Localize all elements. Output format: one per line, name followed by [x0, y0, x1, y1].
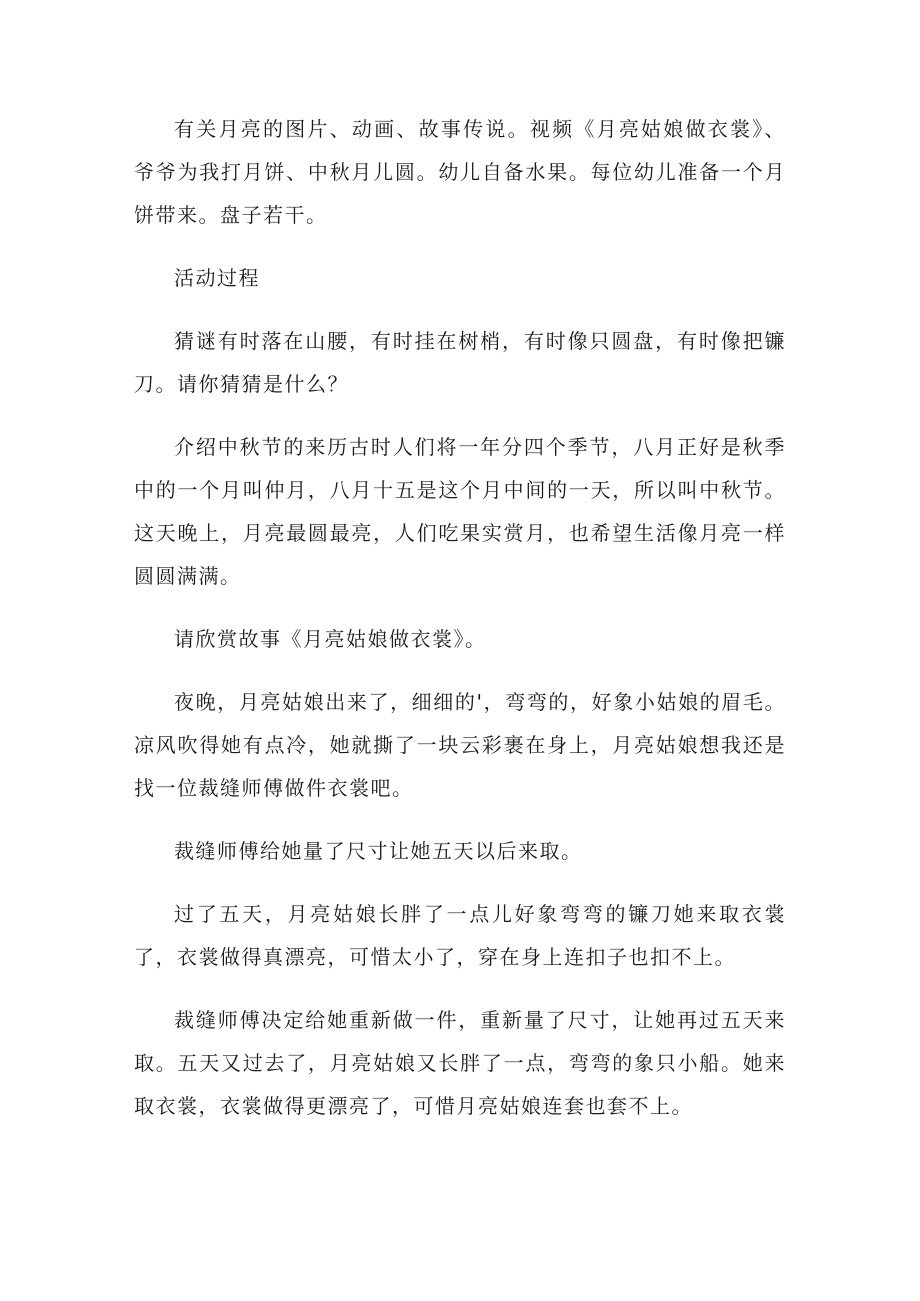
paragraph-story-remake: 裁缝师傅决定给她重新做一件，重新量了尺寸，让她再过五天来取。五天又过去了，月亮姑娘又长胖了一点，弯弯的象只小船。她来取衣裳，衣裳做得更漂亮了，可惜月亮姑娘连套也套不上。: [134, 1008, 786, 1118]
document-body: [134, 108, 786, 1148]
paragraph-story-night: 夜晚，月亮姑娘出来了，细细的'，弯弯的，好象小姑娘的眉毛。凉风吹得她有点冷，她就撕了一块云彩裹在身上，月亮姑娘想我还是找一位裁缝师傅做件衣裳吧。: [134, 690, 786, 800]
paragraph-materials: 有关月亮的图片、动画、故事传说。视频《月亮姑娘做衣裳》、爷爷为我打月饼、中秋月儿圆。幼儿自备水果。每位幼儿准备一个月饼带来。盘子若干。: [134, 117, 786, 227]
section-heading-activity-process: 活动过程: [174, 266, 260, 290]
paragraph-story-tailor: 裁缝师傅给她量了尺寸让她五天以后来取。: [174, 839, 583, 863]
paragraph-story-intro: 请欣赏故事《月亮姑娘做衣裳》。: [174, 627, 487, 651]
paragraph-festival-origin: 介绍中秋节的来历古时人们将一年分四个季节，八月正好是秋季中的一个月叫仲月，八月十五是这个月中间的一天，所以叫中秋节。这天晚上，月亮最圆最亮，人们吃果实赏月，也希望生活像月亮一样圆圆满满。: [134, 435, 786, 588]
paragraph-story-five-days: 过了五天，月亮姑娘长胖了一点儿好象弯弯的镰刀她来取衣裳了，衣裳做得真漂亮，可惜太小了，穿在身上连扣子也扣不上。: [134, 902, 786, 969]
paragraph-riddle: 猜谜有时落在山腰，有时挂在树梢，有时像只圆盘，有时像把镰刀。请你猜猜是什么？: [134, 329, 786, 396]
